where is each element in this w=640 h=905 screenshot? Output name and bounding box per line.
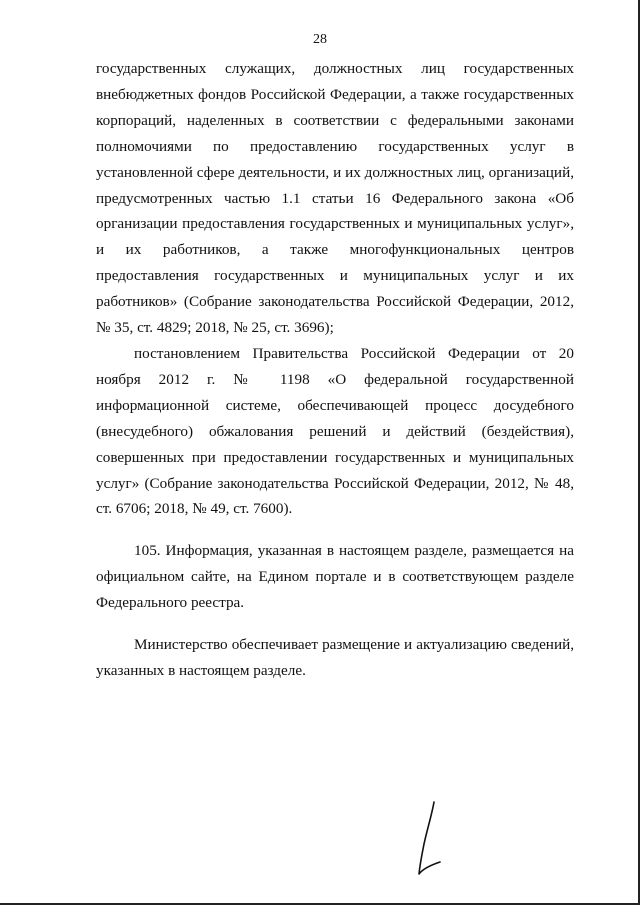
- document-body: [96, 56, 574, 684]
- handwritten-signature: [412, 800, 446, 880]
- page-number: 28: [313, 32, 327, 47]
- paragraph-gap: [96, 616, 574, 632]
- paragraph-ministry: Министерство обеспечивает размещение и актуализацию сведений, указанных в настоящем разделе.: [96, 636, 574, 679]
- paragraph-105: 105. Информация, указанная в настоящем разделе, размещается на официальном сайте, на Едином портале и в соответствующем разделе Федерального реестра.: [96, 542, 574, 612]
- paragraph-gap: [96, 522, 574, 538]
- paragraph-resolution-1198: постановлением Правительства Российской Федерации от 20 ноября 2012 г. № 1198 «О федеральной государственной информационной системе, обеспечивающей процесс досудебного (внесудебного) обжалования решений и действий (бездействия), совершенных при предоставлении государственных и муниципальных услуг» (Собрание законодательства Российской Федерации, 2012, № 48, ст. 6706; 2018, № 49, ст. 7600).: [96, 344, 574, 518]
- paragraph-continuation: государственных служащих, должностных лиц государственных внебюджетных фондов Российской Федерации, а также государственных корпораций, наделенных в соответствии с федеральными законами полномочиями по предоставлению государственных услуг в установленной сфере деятельности, и их должностных лиц, организаций, предусмотренных частью 1.1 статьи 16 Федерального закона «Об организации предоставления государственных и муниципальных услуг», и их работников, а также многофункциональных центров предоставления государственных и муниципальных услуг и их работников» (Собрание законодательства Российской Федерации, 2012, № 35, ст. 4829; 2018, № 25, ст. 3696);: [96, 60, 574, 337]
